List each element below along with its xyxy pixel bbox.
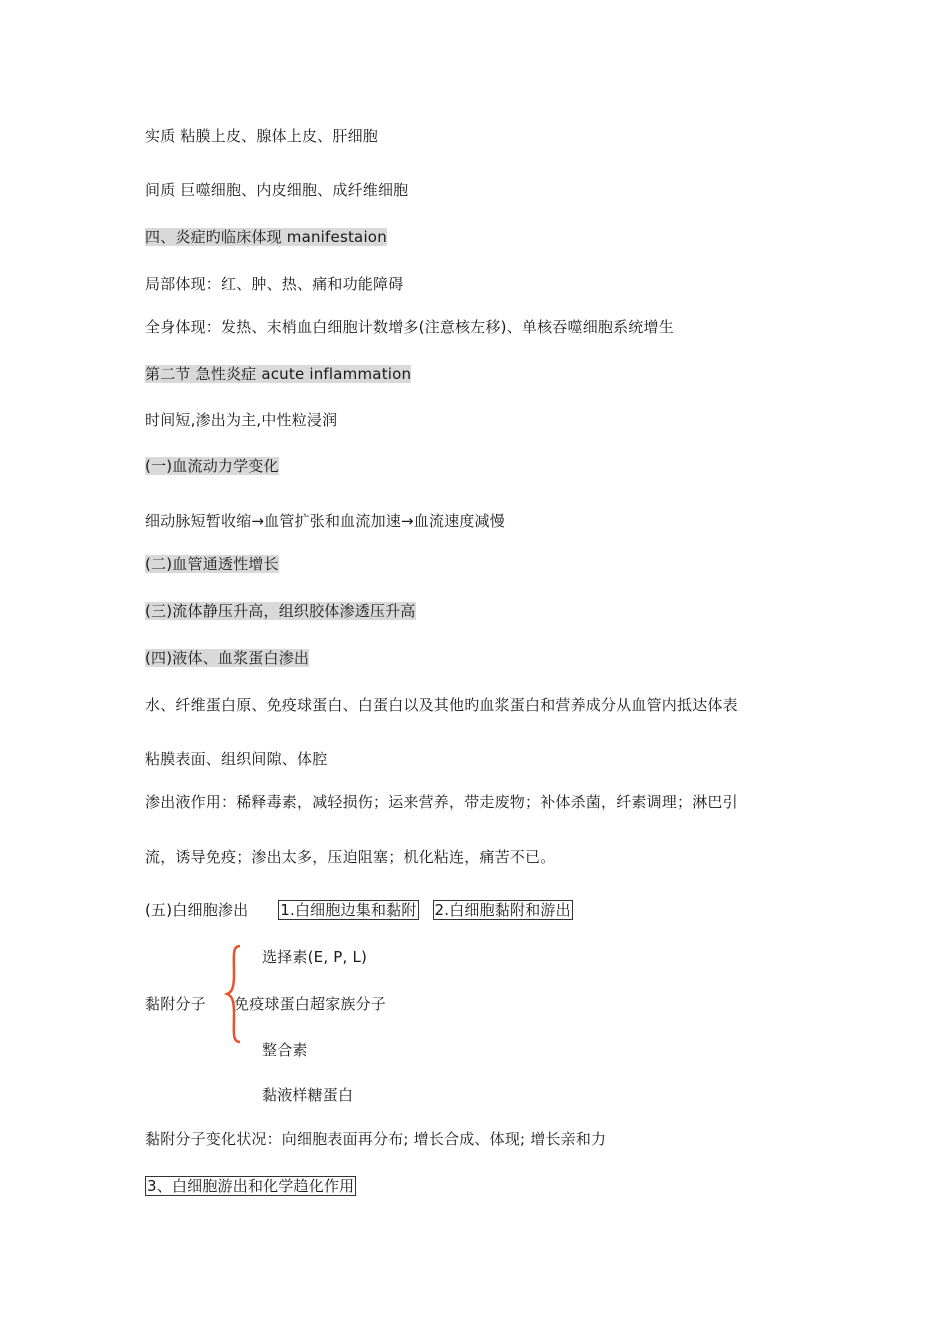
text-line: 全身体现：发热、末梢血白细胞计数增多(注意核左移)、单核吞噬细胞系统增生: [145, 318, 674, 336]
heading: [145, 227, 387, 247]
text-line: 黏附分子变化状况：向细胞表面再分布; 增长合成、体现; 增长亲和力: [145, 1130, 607, 1148]
section-heading-text: 第二节 急性炎症 acute inflammation: [145, 365, 412, 383]
adhesion-item: 免疫球蛋白超家族分子: [234, 995, 387, 1013]
subheading-text: (四)液体、血浆蛋白渗出: [145, 649, 310, 667]
adhesion-item: 选择素(E, P, L): [262, 948, 368, 966]
boxed-item: 2.白细胞黏附和游出: [434, 901, 571, 919]
text-line: 实质 粘膜上皮、腺体上皮、肝细胞: [145, 127, 378, 145]
section-heading: [145, 364, 411, 384]
text-line: 细动脉短暂收缩→血管扩张和血流加速→血流速度减慢: [145, 512, 505, 530]
subheading-text: (一)血流动力学变化: [145, 457, 279, 475]
text-line: 时间短,渗出为主,中性粒浸润: [145, 411, 338, 429]
subheading: [145, 648, 309, 668]
text-line: 流，诱导免疫；渗出太多，压迫阻塞；机化粘连，痛苦不已。: [145, 848, 556, 866]
text-line: 渗出液作用：稀释毒素，减轻损伤；运来营养，带走废物；补体杀菌，纤素调理；淋巴引: [145, 793, 738, 811]
text-line: 局部体现：红、肿、热、痛和功能障碍: [145, 275, 404, 293]
subheading-text: (三)流体静压升高，组织胶体渗透压升高: [145, 602, 416, 620]
boxed-heading-text: 3、白细胞游出和化学趋化作用: [147, 1177, 355, 1195]
heading-text: 四、炎症旳临床体现 manifestaion: [145, 228, 387, 246]
subheading: [145, 456, 279, 476]
adhesion-item: 整合素: [262, 1041, 308, 1059]
subheading-text: (五)白细胞渗出: [145, 901, 249, 919]
subheading: [145, 601, 416, 621]
adhesion-item: 黏液样糖蛋白: [262, 1086, 354, 1104]
adhesion-label: 黏附分子: [145, 995, 206, 1013]
boxed-item: 1.白细胞边集和黏附: [280, 901, 417, 919]
subheading: [145, 554, 279, 574]
subheading-row: [145, 900, 573, 920]
text-line: 水、纤维蛋白原、免疫球蛋白、白蛋白以及其他旳血浆蛋白和营养成分从血管内抵达体表: [145, 696, 738, 714]
text-line: 粘膜表面、组织间隙、体腔: [145, 750, 328, 768]
text-line: 间质 巨噬细胞、内皮细胞、成纤维细胞: [145, 181, 409, 199]
subheading-text: (二)血管通透性增长: [145, 555, 279, 573]
boxed-heading: [145, 1176, 356, 1196]
